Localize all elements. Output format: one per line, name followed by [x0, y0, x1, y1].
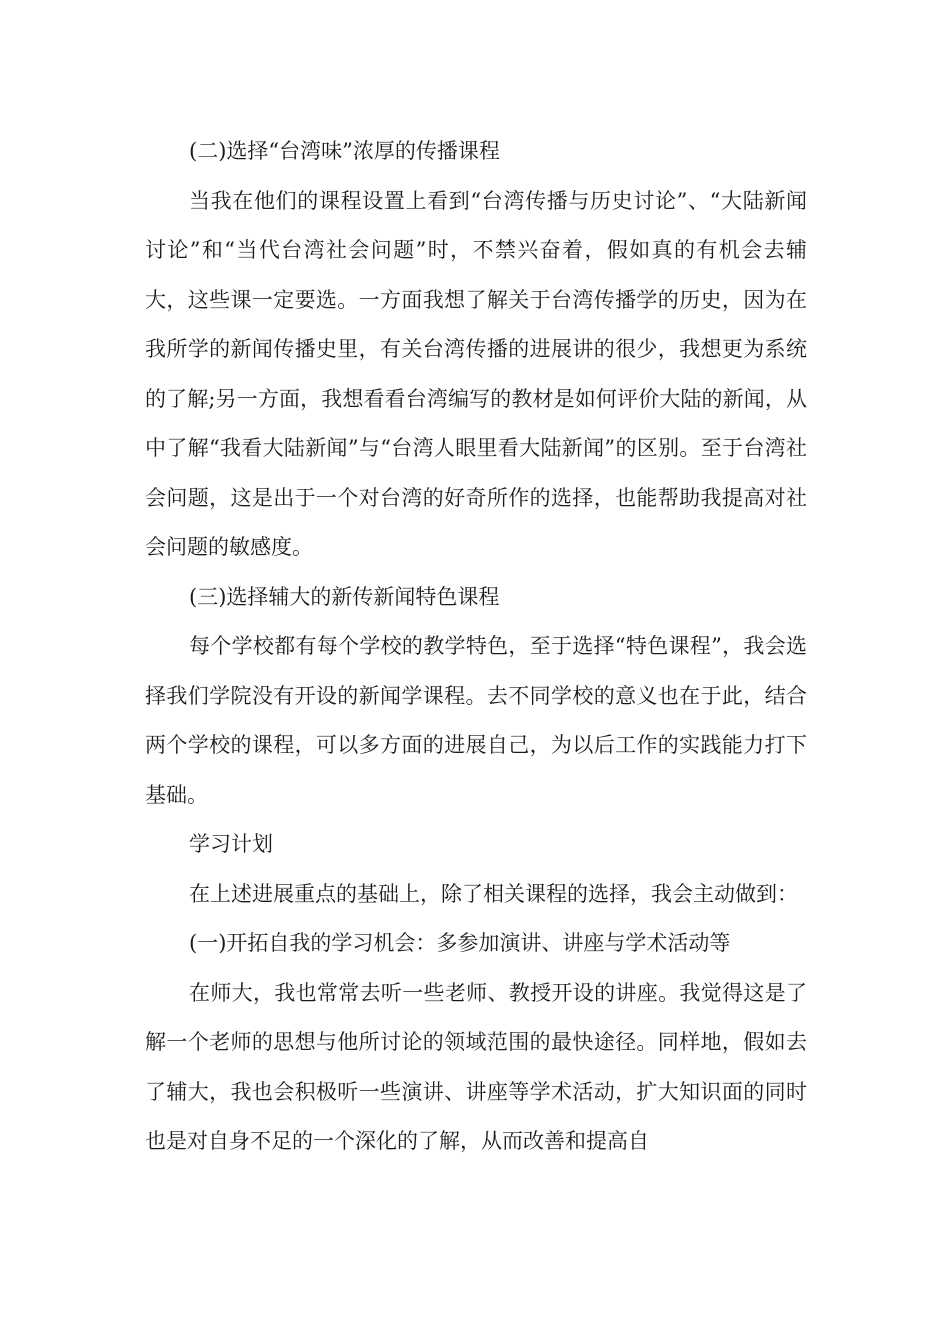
section-heading-2: (二)选择“台湾味”浓厚的传播课程 [189, 139, 500, 163]
body-paragraph: 在师大，我也常常去听一些老师、教授开设的讲座。我觉得这是了解一个老师的思想与他所讨论的领域范围的最快途径。同样地，假如去了辅大，我也会积极听一些演讲、讲座等学术活动，扩大知识面的同时也是对自身不足的一个深化的了解，从而改善和提高自 [145, 980, 807, 1153]
body-paragraph: 每个学校都有每个学校的教学特色，至于选择“特色课程”，我会选择我们学院没有开设的新闻学课程。去不同学校的意义也在于此，结合两个学校的课程，可以多方面的进展自己，为以后工作的实践能力打下基础。 [145, 634, 807, 807]
body-paragraph: 在上述进展重点的基础上，除了相关课程的选择，我会主动做到： [189, 881, 798, 906]
section-heading-study-plan: 学习计划 [189, 832, 273, 856]
body-paragraph: 当我在他们的课程设置上看到“台湾传播与历史讨论”、“大陆新闻讨论”和“当代台湾社会问题”时，不禁兴奋着，假如真的有机会去辅大，这些课一定要选。一方面我想了解关于台湾传播学的历史，因为在我所学的新闻传播史里，有关台湾传播的进展讲的很少，我想更为系统的了解;另一方面，我想看看台湾编写的教材是如何评价大陆的新闻，从中了解“我看大陆新闻”与“台湾人眼里看大陆新闻”的区别。至于台湾社会问题，这是出于一个对台湾的好奇所作的选择，也能帮助我提高对社会问题的敏感度。 [145, 188, 807, 559]
section-heading-3: (三)选择辅大的新传新闻特色课程 [189, 584, 500, 609]
section-heading-1: (一)开拓自我的学习机会：多参加演讲、讲座与学术活动等 [189, 931, 731, 955]
document-body [145, 127, 807, 1167]
